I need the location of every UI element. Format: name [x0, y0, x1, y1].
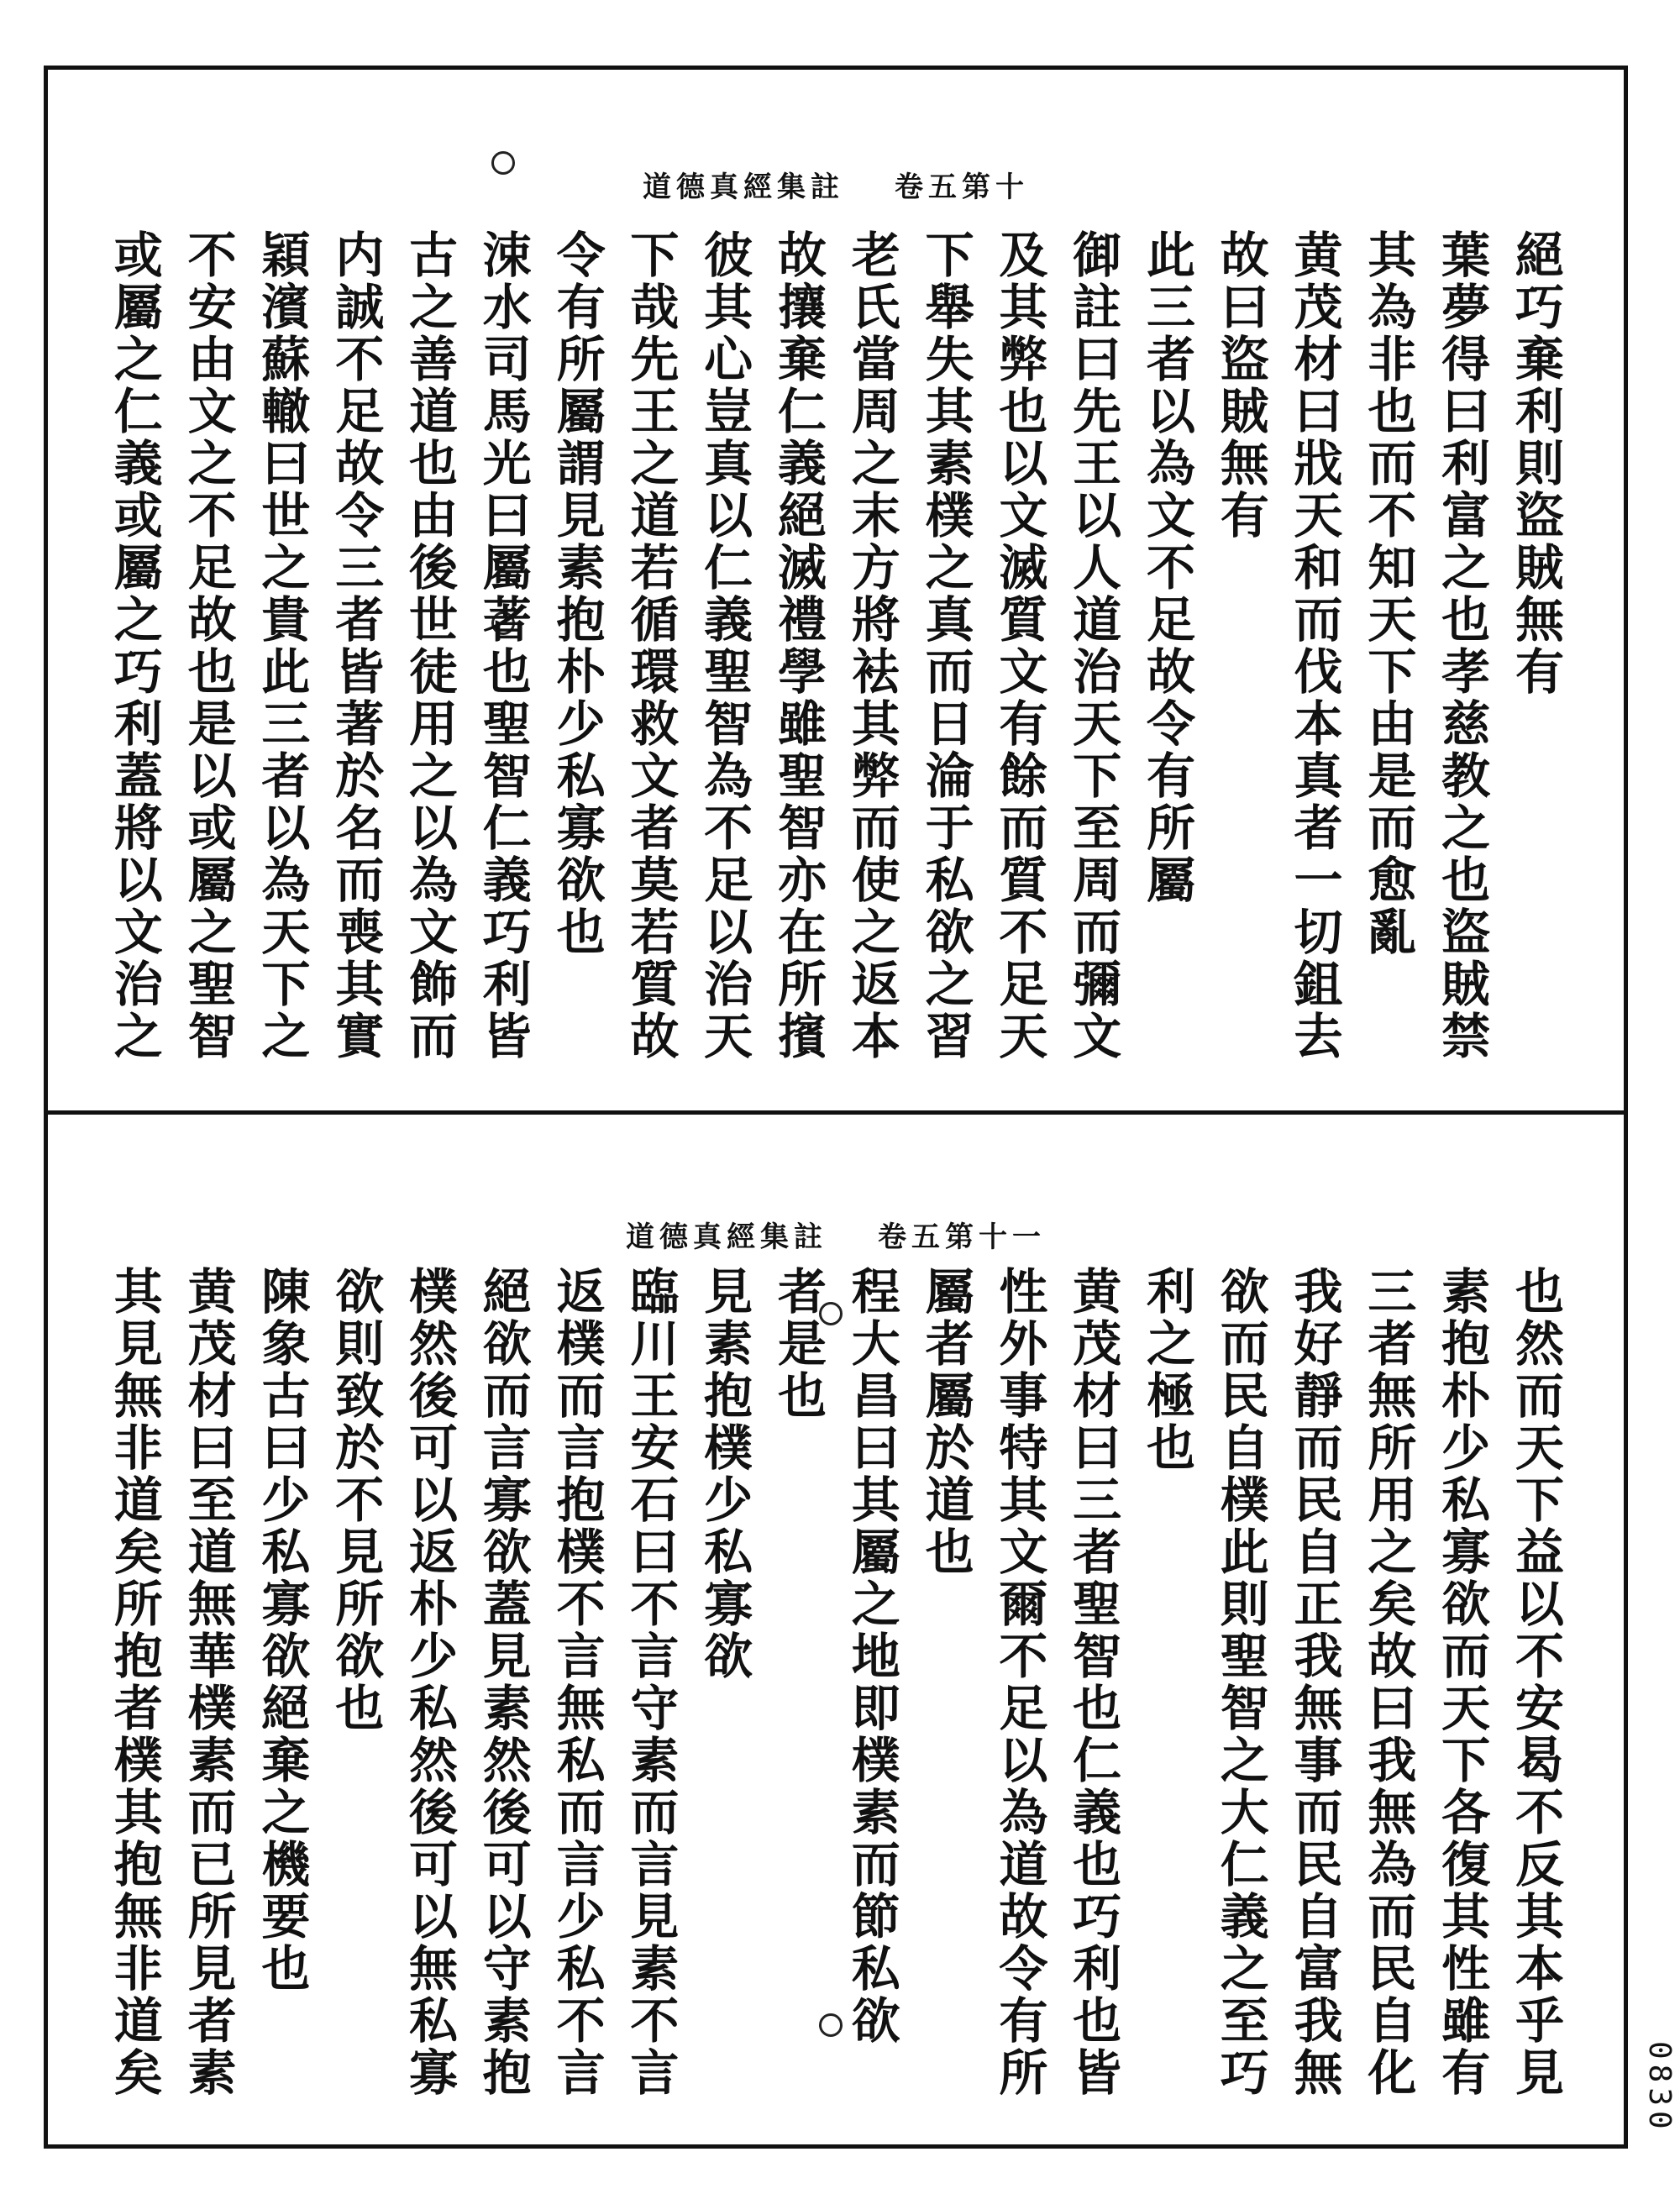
text-column: 臨川王安石曰不言守素而言見素不言 [622, 1266, 680, 2099]
text-column: 彼其心豈真以仁義聖智為不足以治天 [696, 229, 753, 1063]
top-text-columns [98, 229, 1573, 1094]
text-column: 欲則致於不見所欲也 [327, 1266, 385, 1735]
text-column: 或屬之仁義或屬之巧利蓋將以文治之 [105, 229, 163, 1063]
text-column: 見素抱樸少私寡欲 [696, 1266, 753, 1682]
text-column: 也然而天下益以不安曷不反其本乎見 [1506, 1266, 1564, 2099]
text-column: 樸然後可以返朴少私然後可以無私寡 [400, 1266, 458, 2099]
top-header [48, 164, 1624, 205]
bottom-header [48, 1214, 1624, 1255]
text-column: 故攘棄仁義絕滅禮學雖聖智亦在所擯 [769, 229, 827, 1063]
top-header-chapter: 卷五第十 [895, 171, 1029, 204]
text-column: 欲而民自樸此則聖智之大仁義之至巧 [1211, 1266, 1269, 2099]
text-column: 下舉失其素樸之真而日淪于私欲之習 [916, 229, 974, 1063]
page-number: 0830 [1642, 2041, 1677, 2134]
bottom-panel [48, 1115, 1624, 2144]
text-column: 穎濱蘇轍曰世之貴此三者以為天下之 [253, 229, 311, 1063]
text-column: 黄茂材曰戕天和而伐本真者一切鉏去 [1285, 229, 1343, 1063]
text-column: 我好靜而民自正我無事而民自富我無 [1285, 1266, 1343, 2099]
text-column: 黄茂材曰至道無華樸素而已所見者素 [179, 1266, 237, 2099]
text-column: 屬者屬於道也 [916, 1266, 974, 1578]
text-column: 黄茂材曰三者聖智也仁義也巧利也皆 [1064, 1266, 1122, 2099]
text-column: 及其弊也以文滅質文有餘而質不足天 [990, 229, 1048, 1063]
bottom-text-columns [98, 1266, 1573, 2128]
text-column: 程大昌曰其屬之地即樸素而節私欲 [843, 1266, 900, 2047]
text-column: 故曰盜賊無有 [1211, 229, 1269, 542]
text-column: 葉夢得曰利富之也孝慈教之也盜賊禁 [1433, 229, 1491, 1063]
text-column: 古之善道也由後世徒用之以為文飾而 [400, 229, 458, 1063]
top-panel [48, 70, 1624, 1110]
text-column: 陳象古曰少私寡欲絕棄之機要也 [253, 1266, 311, 1995]
collation-mark [491, 151, 515, 175]
text-column: 性外事特其文爾不足以為道故令有所 [990, 1266, 1048, 2099]
text-column: 涑水司馬光曰屬著也聖智仁義巧利皆 [474, 229, 532, 1063]
text-column: 下哉先王之道若循環救文者莫若質故 [622, 229, 680, 1063]
text-column: 三者無所用之矣故曰我無為而民自化 [1359, 1266, 1417, 2099]
top-header-title: 道德真經集註 [643, 171, 844, 204]
text-column: 素抱朴少私寡欲而天下各復其性雖有 [1433, 1266, 1491, 2099]
text-column: 其見無非道矣所抱者樸其抱無非道矣 [105, 1266, 163, 2099]
text-column: 其為非也而不知天下由是而愈亂 [1359, 229, 1417, 958]
text-column: 不安由文之不足故也是以或屬之聖智 [179, 229, 237, 1063]
text-column: 御註曰先王以人道治天下至周而彌文 [1064, 229, 1122, 1063]
text-column: 此三者以為文不足故令有所屬 [1137, 229, 1195, 906]
text-column: 絕欲而言寡欲蓋見素然後可以守素抱 [474, 1266, 532, 2099]
text-column: 利之極也 [1137, 1266, 1195, 1474]
bottom-header-chapter: 卷五第十一 [878, 1220, 1046, 1254]
text-column: 令有所屬謂見素抱朴少私寡欲也 [548, 229, 606, 958]
text-column: 老氏當周之末方將袪其弊而使之返本 [843, 229, 900, 1063]
text-column: 返樸而言抱樸不言無私而言少私不言 [548, 1266, 606, 2099]
text-column: 内誠不足故令三者皆著於名而喪其實 [327, 229, 385, 1063]
text-column: 絕巧棄利則盜賊無有 [1506, 229, 1564, 698]
text-column: 者是也 [769, 1266, 827, 1422]
bottom-header-title: 道德真經集註 [626, 1220, 827, 1254]
